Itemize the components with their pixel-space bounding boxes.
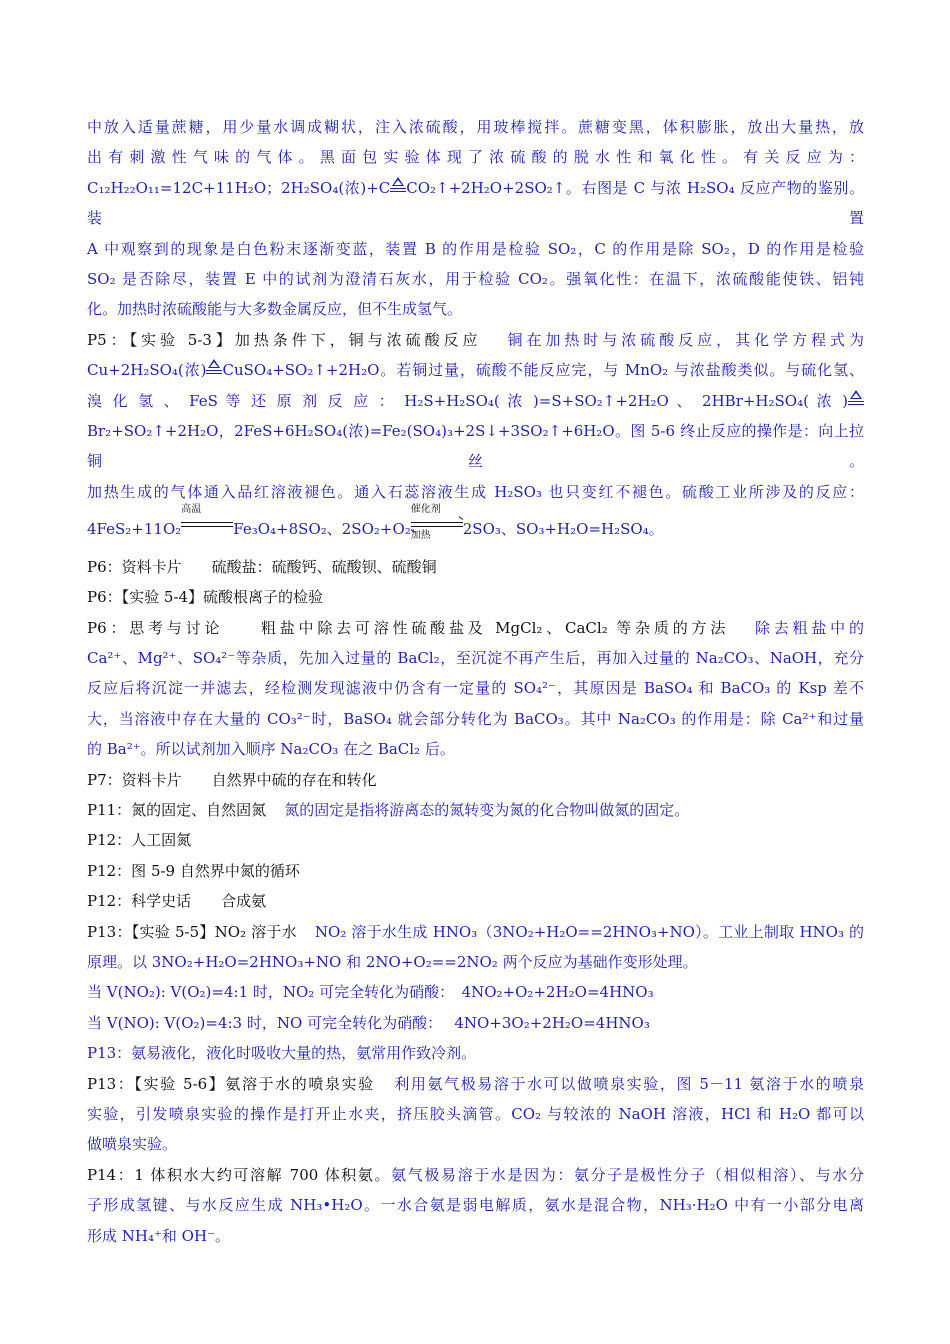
text-run: 铜在加热时与浓硫酸反应，其化学方程式为 bbox=[503, 330, 864, 349]
text-line bbox=[87, 416, 864, 477]
section-heading: P6：【实验 5-4】硫酸根离子的检验 bbox=[87, 588, 324, 607]
reaction-condition-arrow bbox=[181, 504, 233, 532]
section-heading: P6：资料卡片 硫酸盐：硫酸钙、硫酸钡、硫酸铜 bbox=[87, 557, 437, 576]
text-run: SO₂ 是否除尽，装置 E 中的试剂为澄清石灰水，用于检验 CO₂。强氧化性：在温下，浓硫酸能使铁、铝钝 bbox=[87, 270, 864, 289]
text-run: 当 V(NO): V(O₂)=4:3 时，NO 可完全转化为硝酸： 4NO+3O₂+2H₂O=4HNO₃ bbox=[87, 1013, 650, 1032]
text-line bbox=[87, 856, 864, 886]
text-line bbox=[87, 234, 864, 264]
text-run: 中放入适量蔗糖，用少量水调成糊状，注入浓硫酸，用玻棒搅拌。蔗糖变黑，体积膨胀，放出大量热，放 bbox=[87, 118, 864, 136]
condition-label: 高温 bbox=[181, 504, 202, 516]
text-run: 溴 化 氢 、 FeS 等 还 原 剂 反 应 ： H₂S+H₂SO₄( 浓 )=S+SO₂↑+2H₂O 、 2HBr+H₂SO₄( 浓 ) bbox=[87, 391, 848, 410]
text-line bbox=[87, 977, 864, 1007]
text-line bbox=[87, 947, 864, 977]
text-run: 大，当溶液中存在大量的 CO₃²⁻时，BaSO₄ 就会部分转化为 BaCO₃。其中 Na₂CO₃ 的作用是：除 Ca²⁺和过量 bbox=[87, 709, 864, 728]
text-run: A 中观察到的现象是白色粉末逐渐变蓝，装置 B 的作用是检验 SO₂，C 的作用是除 SO₂，D 的作用是检验 bbox=[87, 239, 864, 258]
text-line bbox=[87, 1190, 864, 1220]
text-line bbox=[87, 552, 864, 582]
heating-symbol-icon bbox=[390, 180, 406, 194]
text-line bbox=[87, 142, 864, 172]
text-line bbox=[87, 294, 864, 324]
heating-symbol-icon bbox=[206, 362, 222, 376]
text-line bbox=[87, 917, 864, 947]
text-line bbox=[87, 613, 864, 643]
text-run: 实验，引发喷泉实验的操作是打开止水夹，挤压胶头滴管。CO₂ 与较浓的 NaOH 溶液，HCl 和 H₂O 都可以 bbox=[87, 1105, 864, 1123]
text-line bbox=[87, 386, 864, 416]
text-run: 氨气极易溶于水是因为：氨分子是极性分子（相似相溶）、与水分 bbox=[391, 1165, 864, 1184]
heating-symbol-icon bbox=[848, 393, 864, 407]
text-run: C₁₂H₂₂O₁₁=12C+11H₂O；2H₂SO₄(浓)+C bbox=[87, 178, 391, 197]
text-line bbox=[87, 1221, 864, 1251]
text-run: 4FeS₂+11O₂ bbox=[87, 520, 182, 539]
condition-label: 加热 bbox=[410, 530, 431, 542]
text-line bbox=[87, 765, 864, 795]
section-heading: P12：图 5-9 自然界中氮的循环 bbox=[87, 861, 300, 880]
text-line bbox=[87, 1008, 864, 1038]
text-run: CuSO₄+SO₂↑+2H₂O。若铜过量，硫酸不能反应完，与 MnO₂ 与浓盐酸类似。与硫化氢、 bbox=[222, 361, 864, 380]
text-run: 形成 NH₄⁺和 OH⁻。 bbox=[87, 1226, 230, 1245]
section-heading: P13：【实验 5-5】NO₂ 溶于水 bbox=[87, 922, 297, 941]
text-run: 加热生成的气体通入品红溶液褪色。通入石蕊溶液生成 H₂SO₃ 也只变红不褪色。硫酸工业所涉及的反应： bbox=[87, 482, 864, 501]
text-run: NO₂ 溶于水生成 HNO₃（3NO₂+H₂O==2HNO₃+NO）。工业上制取 HNO₃ 的 bbox=[314, 922, 865, 941]
text-line bbox=[87, 734, 864, 764]
text-run: CO₂↑+2H₂O+2SO₂↑。右图是 C 与浓 H₂SO₄ 反应产物的鉴别。装置 bbox=[87, 178, 864, 228]
document-body bbox=[87, 112, 864, 1251]
text-run: 出有刺激性气味的气体。黑面包实验体现了浓硫酸的脱水性和氧化性。有关反应为： bbox=[87, 148, 864, 167]
text-line bbox=[87, 1160, 864, 1190]
section-heading: P11：氮的固定、自然固氮 bbox=[87, 800, 267, 819]
section-heading: P12：科学史话 合成氨 bbox=[87, 892, 267, 911]
text-line bbox=[87, 795, 864, 825]
reversible-arrow-icon bbox=[410, 504, 463, 542]
text-line bbox=[87, 673, 864, 703]
text-run: Ca²⁺、Mg²⁺、SO₄²⁻等杂质，先加入过量的 BaCl₂，至沉淀不再产生后，再加入过量的 Na₂CO₃、NaOH，充分 bbox=[87, 648, 864, 667]
text-run: Fe₃O₄+8SO₂、2SO₂+O₂ bbox=[233, 520, 411, 539]
text-run: 的 Ba²⁺。所以试剂加入顺序 Na₂CO₃ 在之 BaCl₂ 后。 bbox=[87, 740, 455, 759]
text-line bbox=[87, 477, 864, 507]
text-line bbox=[87, 504, 864, 544]
text-line bbox=[87, 325, 864, 355]
text-run: 2SO₃、SO₃+H₂O=H₂SO₄。 bbox=[462, 520, 664, 539]
text-run: 原理。以 3NO₂+H₂O=2HNO₃+NO 和 2NO+O₂==2NO₂ 两个反应为基础作变形处理。 bbox=[87, 952, 698, 971]
text-run: 氮的固定是指将游离态的氮转变为氮的化合物叫做氮的固定。 bbox=[284, 800, 690, 819]
text-line bbox=[87, 112, 864, 142]
text-run: 反应后将沉淀一并滤去，经检测发现滤液中仍含有一定量的 SO₄²⁻，其原因是 BaSO₄ 和 BaCO₃ 的 Ksp 差不 bbox=[87, 679, 864, 698]
text-line bbox=[87, 1038, 864, 1068]
section-heading: P13：【实验 5-6】氨溶于水的喷泉实验 bbox=[87, 1074, 375, 1093]
text-line bbox=[87, 1069, 864, 1099]
section-heading: P5：【实验 5-3】加热条件下，铜与浓硫酸反应 bbox=[87, 330, 482, 349]
section-heading: P14：1 体积水大约可溶解 700 体积氨。 bbox=[87, 1165, 392, 1184]
text-line bbox=[87, 173, 864, 234]
text-run: 利用氨气极易溶于水可以做喷泉实验，图 5－11 氨溶于水的喷泉 bbox=[392, 1074, 864, 1093]
text-line bbox=[87, 264, 864, 294]
text-line bbox=[87, 1129, 864, 1159]
section-heading: P6：思考与讨论 粗盐中除去可溶性硫酸盐及 MgCl₂、CaCl₂ 等杂质的方法 bbox=[87, 618, 730, 637]
text-run: Cu+2H₂SO₄(浓) bbox=[87, 361, 207, 380]
text-run: 当 V(NO₂): V(O₂)=4:1 时，NO₂ 可完全转化为硝酸： 4NO₂+O₂+2H₂O=4HNO₃ bbox=[87, 983, 654, 1002]
text-run: 化。加热时浓硫酸能与大多数金属反应，但不生成氢气。 bbox=[87, 300, 463, 319]
text-line bbox=[87, 582, 864, 612]
text-run: 做喷泉实验。 bbox=[87, 1135, 178, 1154]
text-line bbox=[87, 704, 864, 734]
text-line bbox=[87, 886, 864, 916]
text-run: Br₂+SO₂↑+2H₂O，2FeS+6H₂SO₄(浓)=Fe₂(SO₄)₃+2S↓+3SO₂↑+6H₂O。图 5-6 终止反应的操作是：向上拉铜丝。 bbox=[87, 422, 864, 471]
text-run: 子形成氢键、与水反应生成 NH₃•H₂O。一水合氨是弱电解质，氨水是混合物，NH₃·H₂O 中有一小部分电离 bbox=[87, 1196, 864, 1215]
text-run: 除去粗盐中的 bbox=[751, 618, 864, 637]
section-heading: P12：人工固氮 bbox=[87, 831, 192, 850]
condition-label: 催化剂 bbox=[410, 504, 441, 516]
text-line bbox=[87, 643, 864, 673]
section-heading: P7：资料卡片 自然界中硫的存在和转化 bbox=[87, 770, 377, 789]
text-run: P13：氨易液化，液化时吸收大量的热，氨常用作致冷剂。 bbox=[87, 1044, 477, 1063]
text-line bbox=[87, 355, 864, 385]
text-line bbox=[87, 1099, 864, 1129]
text-line bbox=[87, 825, 864, 855]
